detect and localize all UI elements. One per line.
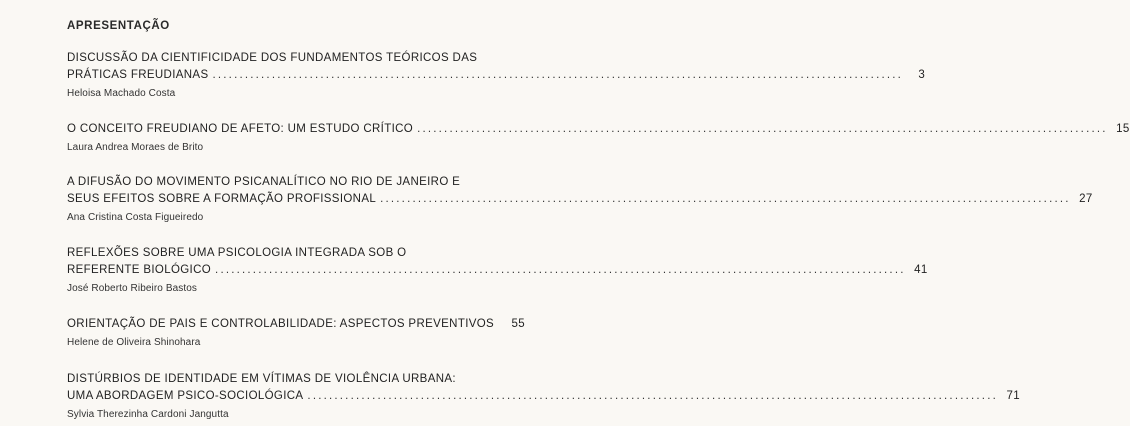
entry-title-line: DISCUSSÃO DA CIENTIFICIDADE DOS FUNDAMENTOS TEÓRICOS DAS (67, 52, 478, 64)
dot-leader: ................................................................................................................................ (212, 69, 904, 81)
entry-author: Helene de Oliveira Shinohara (67, 337, 201, 348)
page-number: 15 (1116, 123, 1130, 135)
toc-entry (67, 50, 926, 101)
entry-author: Heloisa Machado Costa (67, 88, 176, 99)
entry-title-leader-line (67, 316, 525, 333)
dot-leader: ................................................................................................................................ (215, 264, 906, 276)
toc-entry (67, 316, 525, 350)
entry-title-line: UMA ABORDAGEM PSICO-SOCIOLÓGICA (67, 390, 304, 402)
entry-title-leader-line (67, 121, 1130, 138)
entry-author: Laura Andrea Moraes de Brito (67, 142, 204, 153)
entry-title-leader-line (67, 191, 1093, 208)
entry-title-line: PRÁTICAS FREUDIANAS (67, 69, 209, 81)
toc-entry (67, 371, 1020, 422)
entry-author: José Roberto Ribeiro Bastos (67, 283, 197, 294)
entry-title-line: SEUS EFEITOS SOBRE A FORMAÇÃO PROFISSIONAL (67, 193, 377, 205)
entry-title-line: DISTÚRBIOS DE IDENTIDADE EM VÍTIMAS DE VIOLÊNCIA URBANA: (67, 373, 456, 385)
entry-title-line: ORIENTAÇÃO DE PAIS E CONTROLABILIDADE: ASPECTOS PREVENTIVOS (67, 318, 495, 330)
entry-title-line: O CONCEITO FREUDIANO DE AFETO: UM ESTUDO CRÍTICO (67, 123, 414, 135)
entry-title-line: REFLEXÕES SOBRE UMA PSICOLOGIA INTEGRADA SOB O (67, 247, 407, 259)
page-number: 27 (1079, 193, 1093, 205)
page-number: 41 (914, 264, 928, 276)
entry-title-leader-line (67, 388, 1020, 405)
page-number: 71 (1006, 390, 1020, 402)
entry-title-leader-line (67, 262, 928, 279)
page-number: 3 (918, 69, 926, 81)
entry-title-line: REFERENTE BIOLÓGICO (67, 264, 212, 276)
toc-entry (67, 121, 1130, 155)
dot-leader: ................................................................................................................................ (380, 193, 1071, 205)
toc-entry (67, 174, 1093, 225)
dot-leader: ................................................................................................................................ (417, 123, 1108, 135)
section-heading: APRESENTAÇÃO (67, 20, 170, 32)
page-number: 55 (511, 318, 525, 330)
entry-title-leader-line (67, 67, 926, 84)
entry-author: Sylvia Therezinha Cardoni Jangutta (67, 409, 229, 420)
entry-title-line: A DIFUSÃO DO MOVIMENTO PSICANALÍTICO NO RIO DE JANEIRO E (67, 176, 461, 188)
toc-entry (67, 245, 928, 296)
dot-leader: ................................................................................................................................ (307, 390, 998, 402)
entry-author: Ana Cristina Costa Figueiredo (67, 212, 204, 223)
